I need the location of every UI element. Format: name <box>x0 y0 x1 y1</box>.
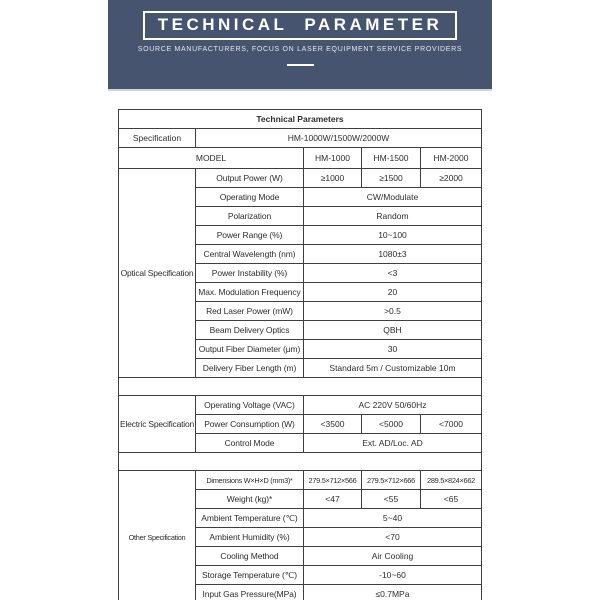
model-name-hm1500: HM-1500 <box>361 148 420 169</box>
banner-title: TECHNICAL PARAMETER <box>157 15 443 34</box>
table-row <box>118 396 481 415</box>
technical-parameters-table <box>118 109 482 600</box>
param-label: Operating Mode <box>195 188 303 207</box>
param-value: 279.5×712×566 <box>303 471 361 490</box>
param-value: <70 <box>303 528 481 547</box>
param-label: Operating Voltage (VAC) <box>195 396 303 415</box>
param-value: <47 <box>303 490 361 509</box>
param-value: 10~100 <box>303 226 481 245</box>
param-label: Red Laser Power (mW) <box>195 302 303 321</box>
param-label: Delivery Fiber Length (m) <box>195 359 303 378</box>
param-value: >0.5 <box>303 302 481 321</box>
param-label: Beam Delivery Optics <box>195 321 303 340</box>
section-gap-row <box>118 453 481 471</box>
param-label: Weight (kg)* <box>195 490 303 509</box>
param-value: <65 <box>420 490 481 509</box>
param-label: Power Instability (%) <box>195 264 303 283</box>
param-value: <3 <box>303 264 481 283</box>
param-value: 289.5×824×662 <box>420 471 481 490</box>
table-row <box>118 471 481 490</box>
param-value: Random <box>303 207 481 226</box>
param-value: ≥1500 <box>361 169 420 188</box>
param-label: Ambient Temperature (℃) <box>195 509 303 528</box>
param-label: Dimensions W×H×D (mm3)* <box>195 471 303 490</box>
banner-dash-divider <box>287 64 314 66</box>
param-value: 5~40 <box>303 509 481 528</box>
param-value: Ext. AD/Loc. AD <box>303 434 481 453</box>
section-label-other: Other Specification <box>118 471 195 600</box>
param-label: Power Consumption (W) <box>195 415 303 434</box>
param-value: <55 <box>361 490 420 509</box>
param-label: Storage Temperature (℃) <box>195 566 303 585</box>
section-gap-row <box>118 378 481 396</box>
param-label: Central Wavelength (nm) <box>195 245 303 264</box>
banner-subtitle: SOURCE MANUFACTURERS, FOCUS ON LASER EQUIPMENT SERVICE PROVIDERS <box>137 46 463 53</box>
param-value: ≥1000 <box>303 169 361 188</box>
specification-row <box>118 129 481 148</box>
model-label: MODEL <box>118 148 303 169</box>
param-label: Ambient Humidity (%) <box>195 528 303 547</box>
param-value: ≥2000 <box>420 169 481 188</box>
param-label: Cooling Method <box>195 547 303 566</box>
model-name-hm1000: HM-1000 <box>303 148 361 169</box>
section-label-optical: Optical Specification <box>118 169 195 378</box>
param-label: Max. Modulation Frequency <box>195 283 303 302</box>
param-label: Input Gas Pressure(MPa) <box>195 585 303 600</box>
param-value: 30 <box>303 340 481 359</box>
param-label: Output Fiber Diameter (μm) <box>195 340 303 359</box>
param-value: ≤0.7MPa <box>303 585 481 600</box>
param-value: <7000 <box>420 415 481 434</box>
param-value: 279.5×712×666 <box>361 471 420 490</box>
table-title-row <box>118 110 481 129</box>
table-row <box>118 169 481 188</box>
model-row <box>118 148 481 169</box>
param-label: Control Mode <box>195 434 303 453</box>
param-value: 1080±3 <box>303 245 481 264</box>
param-label: Polarization <box>195 207 303 226</box>
param-value: -10~60 <box>303 566 481 585</box>
param-value: AC 220V 50/60Hz <box>303 396 481 415</box>
param-value: 20 <box>303 283 481 302</box>
param-value: Air Cooling <box>303 547 481 566</box>
model-name-hm2000: HM-2000 <box>420 148 481 169</box>
table-title: Technical Parameters <box>118 110 481 129</box>
param-value: CW/Modulate <box>303 188 481 207</box>
param-value: <3500 <box>303 415 361 434</box>
param-value: Standard 5m / Customizable 10m <box>303 359 481 378</box>
param-label: Power Range (%) <box>195 226 303 245</box>
param-value: <5000 <box>361 415 420 434</box>
specification-value: HM-1000W/1500W/2000W <box>195 129 481 148</box>
banner-title-box <box>143 11 458 40</box>
empty-cell <box>118 453 481 471</box>
specification-label: Specification <box>118 129 195 148</box>
param-label: Output Power (W) <box>195 169 303 188</box>
param-value: QBH <box>303 321 481 340</box>
banner <box>108 0 492 89</box>
empty-cell <box>118 378 481 396</box>
section-label-electric: Electric Specification <box>118 396 195 453</box>
